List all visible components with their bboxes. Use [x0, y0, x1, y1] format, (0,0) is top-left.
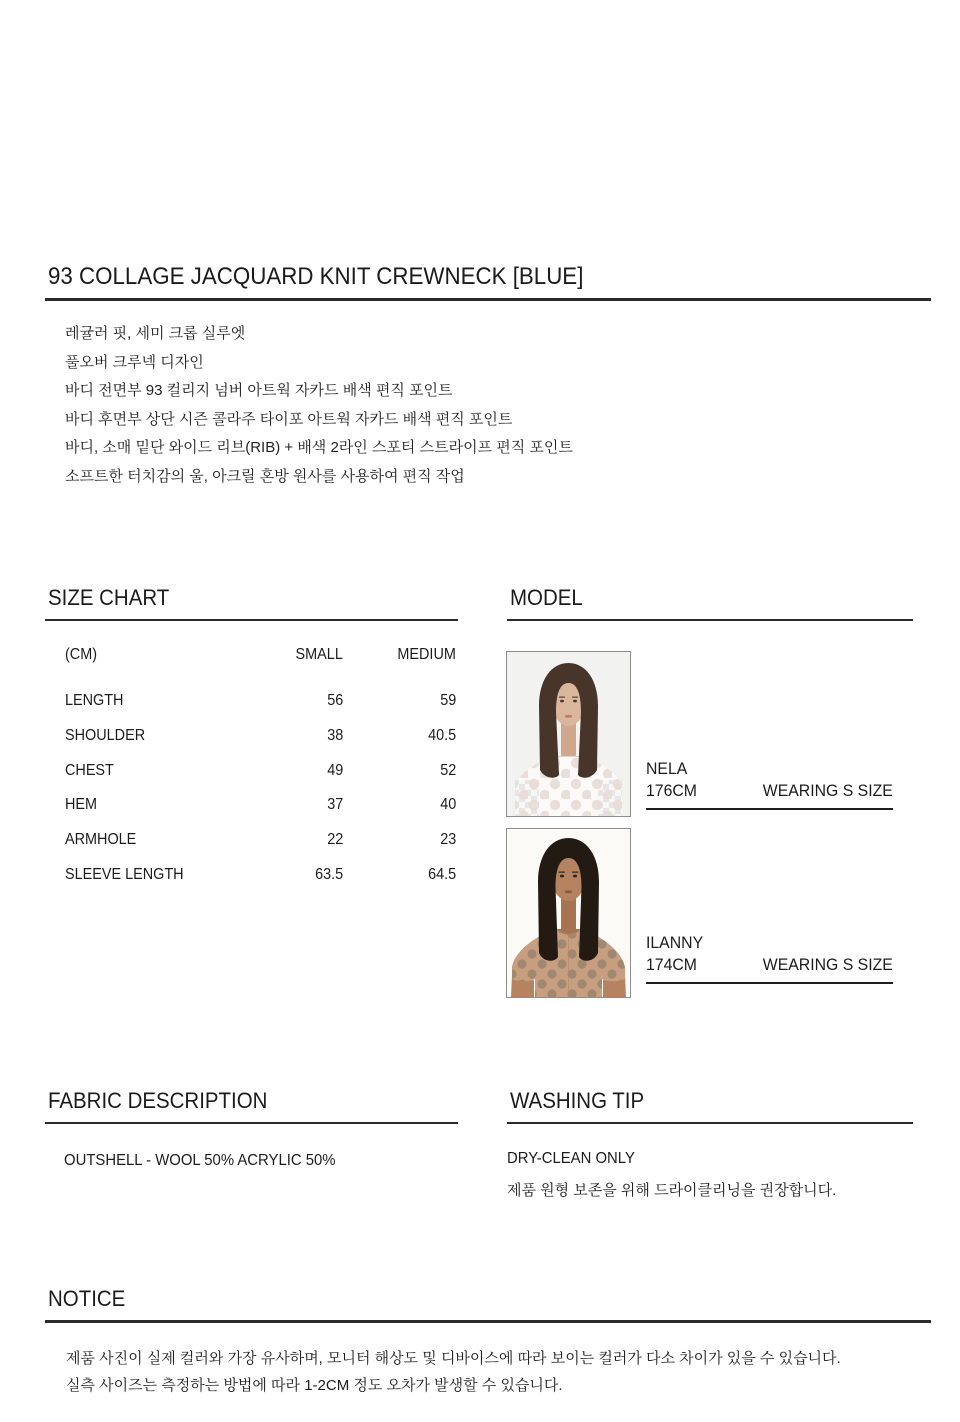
size-chart-heading: SIZE CHART	[45, 585, 458, 621]
notice-heading: NOTICE	[45, 1286, 931, 1323]
medium-value: 40.5	[427, 726, 456, 744]
product-description	[65, 320, 573, 492]
medium-value: 52	[439, 761, 456, 779]
table-row	[65, 866, 456, 901]
description-line: 바디 후면부 상단 시즌 콜라주 타이포 아트웍 자카드 배색 편직 포인트	[65, 410, 513, 428]
fabric-description-heading: FABRIC DESCRIPTION	[45, 1088, 458, 1124]
model-wearing-size: WEARING S SIZE	[762, 955, 893, 974]
model-name: ILANNY	[646, 933, 704, 952]
description-line: 레귤러 핏, 세미 크롭 실루엣	[65, 325, 246, 342]
small-value: 38	[326, 726, 343, 744]
unit-label: (CM)	[65, 646, 98, 663]
column-small: SMALL	[295, 646, 343, 663]
model-heading: MODEL	[507, 585, 913, 621]
medium-value: 59	[439, 692, 456, 709]
table-row	[65, 762, 456, 797]
table-row	[65, 692, 456, 727]
model-name: NELA	[646, 759, 688, 778]
washing-content	[507, 1150, 836, 1200]
washing-instruction-en: DRY-CLEAN ONLY	[507, 1150, 635, 1167]
table-row	[65, 727, 456, 762]
row-label: HEM	[65, 796, 98, 814]
small-value: 49	[326, 761, 343, 779]
model-portrait-illustration	[507, 652, 630, 816]
medium-value: 64.5	[427, 865, 456, 883]
washing-instruction-ko: 제품 원형 보존을 위해 드라이클리닝을 권장합니다.	[507, 1182, 837, 1199]
row-label: SLEEVE LENGTH	[65, 865, 184, 883]
row-label: LENGTH	[65, 692, 124, 709]
product-title-block	[45, 263, 931, 301]
medium-value: 40	[439, 796, 456, 814]
model-wearing-size: WEARING S SIZE	[762, 781, 893, 800]
notice-line: 실측 사이즈는 측정하는 방법에 따라 1-2CM 정도 오차가 발생할 수 있습니다.	[66, 1377, 563, 1394]
row-label: ARMHOLE	[65, 831, 137, 849]
notice-line: 제품 사진이 실제 컬러와 가장 유사하며, 모니터 해상도 및 디바이스에 따라 보이는 컬러가 다소 차이가 있을 수 있습니다.	[66, 1350, 841, 1367]
small-value: 56	[326, 692, 343, 709]
small-value: 63.5	[314, 865, 343, 883]
model-portrait-illustration	[507, 829, 630, 997]
description-line: 풀오버 크루넥 디자인	[65, 353, 204, 371]
row-label: SHOULDER	[65, 726, 146, 744]
size-chart-header-row	[65, 646, 456, 664]
description-line: 바디 전면부 93 컬리지 넘버 아트웍 자카드 배색 편직 포인트	[65, 382, 453, 400]
small-value: 37	[326, 796, 343, 814]
description-line: 소프트한 터치감의 울, 아크릴 혼방 원사를 사용하여 편직 작업	[65, 467, 465, 485]
column-medium: MEDIUM	[397, 646, 456, 663]
row-label: CHEST	[65, 761, 114, 779]
table-row	[65, 831, 456, 866]
model-info-ilanny	[646, 934, 893, 984]
model-detail-row	[646, 782, 893, 800]
notice-content	[66, 1345, 841, 1399]
model-height: 174CM	[646, 955, 697, 974]
model-photo-ilanny	[506, 828, 631, 998]
small-value: 22	[326, 831, 343, 849]
model-height: 176CM	[646, 781, 697, 800]
model-info-nela	[646, 760, 893, 810]
table-row	[65, 796, 456, 831]
washing-tip-heading: WASHING TIP	[507, 1088, 913, 1124]
model-detail-row	[646, 956, 893, 974]
description-line: 바디, 소매 밑단 와이드 리브(RIB) + 배색 2라인 스포티 스트라이프 편직 포인트	[65, 439, 573, 457]
size-chart-table	[65, 646, 456, 901]
medium-value: 23	[439, 831, 456, 849]
model-photo-nela	[506, 651, 631, 817]
fabric-content: OUTSHELL - WOOL 50% ACRYLIC 50%	[64, 1152, 336, 1169]
product-title: 93 COLLAGE JACQUARD KNIT CREWNECK [BLUE]	[48, 263, 584, 290]
